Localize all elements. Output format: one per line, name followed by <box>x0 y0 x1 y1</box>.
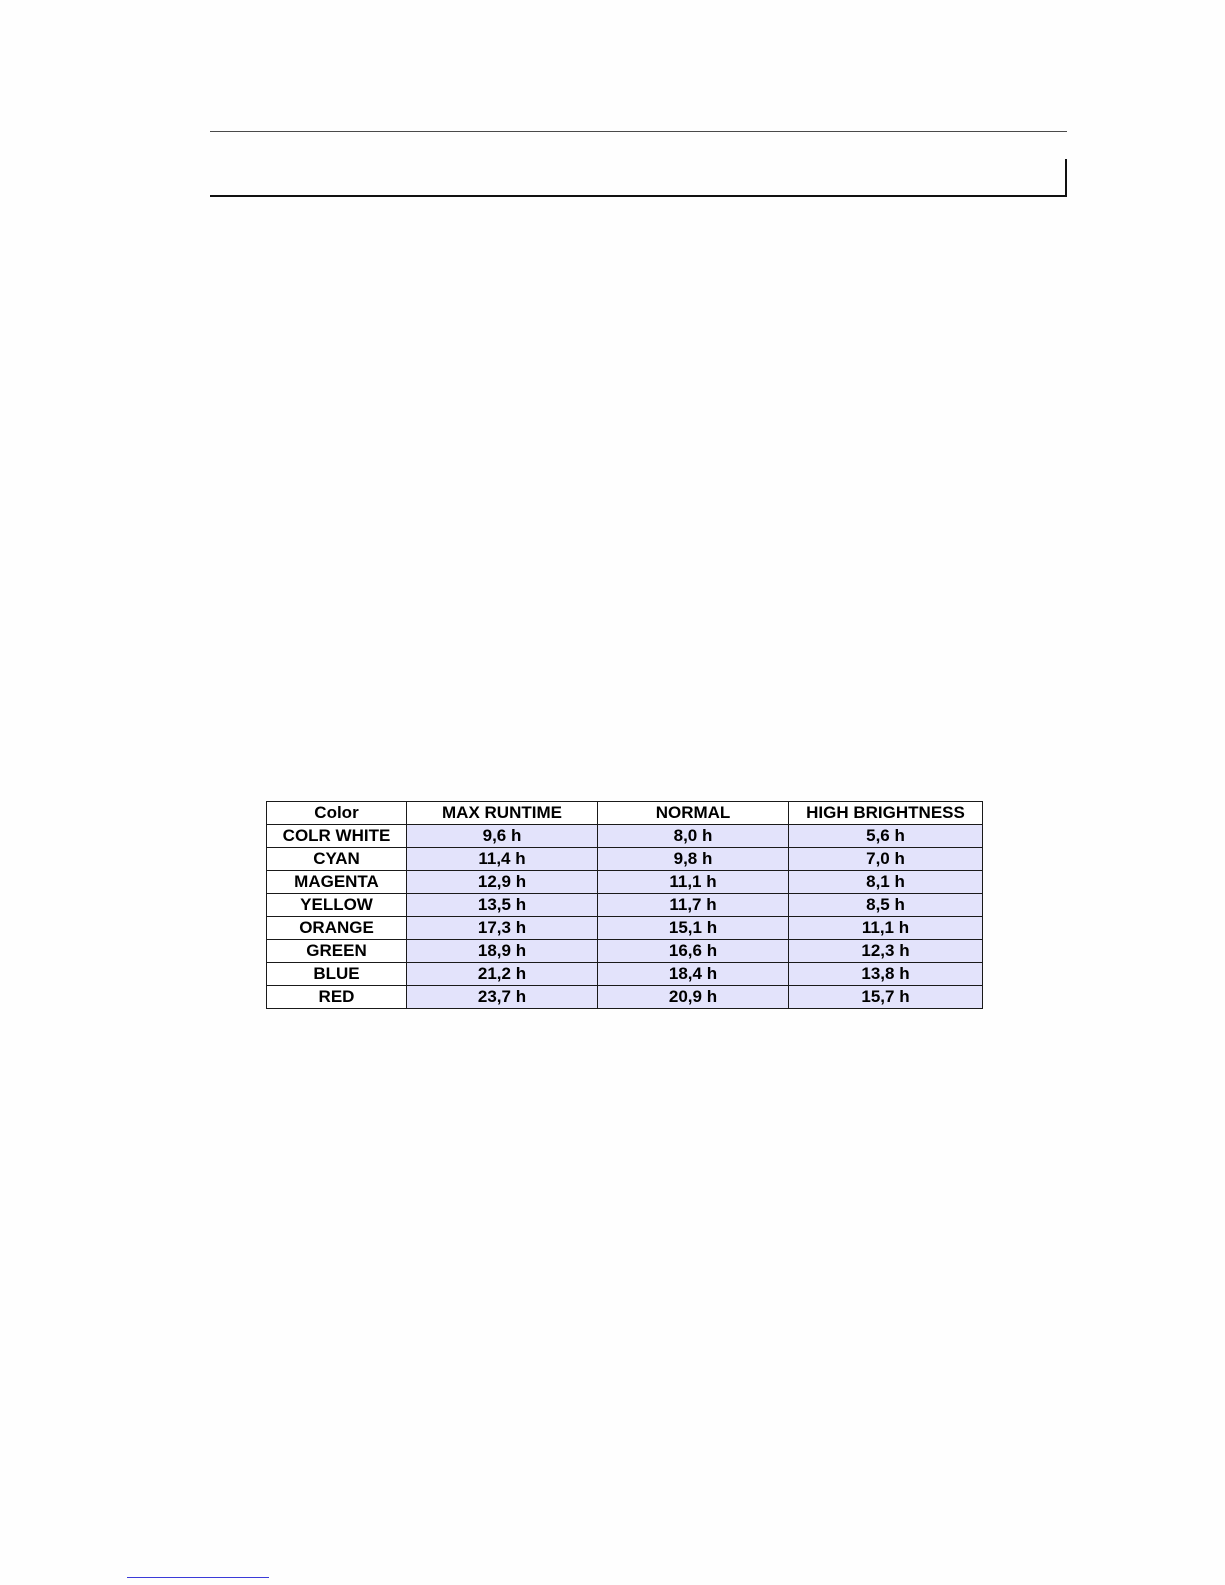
row-max-runtime: 11,4 h <box>407 848 598 871</box>
row-high-brightness: 15,7 h <box>789 986 983 1009</box>
row-high-brightness: 7,0 h <box>789 848 983 871</box>
row-color-label: RED <box>267 986 407 1009</box>
row-normal: 15,1 h <box>598 917 789 940</box>
runtime-table <box>266 801 983 1009</box>
row-high-brightness: 11,1 h <box>789 917 983 940</box>
table-row <box>267 894 983 917</box>
table-row <box>267 871 983 894</box>
row-max-runtime: 17,3 h <box>407 917 598 940</box>
header-top-rule <box>210 131 1067 132</box>
row-color-label: BLUE <box>267 963 407 986</box>
row-high-brightness: 12,3 h <box>789 940 983 963</box>
row-max-runtime: 12,9 h <box>407 871 598 894</box>
row-max-runtime: 9,6 h <box>407 825 598 848</box>
row-high-brightness: 5,6 h <box>789 825 983 848</box>
row-color-label: ORANGE <box>267 917 407 940</box>
row-color-label: CYAN <box>267 848 407 871</box>
row-high-brightness: 8,5 h <box>789 894 983 917</box>
row-color-label: GREEN <box>267 940 407 963</box>
row-color-label: COLR WHITE <box>267 825 407 848</box>
header-high-brightness: HIGH BRIGHTNESS <box>789 802 983 825</box>
row-color-label: MAGENTA <box>267 871 407 894</box>
header-box-bottom-rule <box>210 195 1067 197</box>
row-max-runtime: 13,5 h <box>407 894 598 917</box>
row-color-label: YELLOW <box>267 894 407 917</box>
row-max-runtime: 21,2 h <box>407 963 598 986</box>
table-row <box>267 963 983 986</box>
row-max-runtime: 18,9 h <box>407 940 598 963</box>
table-header-row <box>267 802 983 825</box>
row-normal: 8,0 h <box>598 825 789 848</box>
header-box-right-edge <box>1065 159 1067 196</box>
row-max-runtime: 23,7 h <box>407 986 598 1009</box>
row-normal: 20,9 h <box>598 986 789 1009</box>
table-row <box>267 986 983 1009</box>
table-row <box>267 848 983 871</box>
header-max-runtime: MAX RUNTIME <box>407 802 598 825</box>
header-normal: NORMAL <box>598 802 789 825</box>
footnote-link-rule <box>127 1577 269 1578</box>
row-normal: 16,6 h <box>598 940 789 963</box>
row-high-brightness: 13,8 h <box>789 963 983 986</box>
table-row <box>267 940 983 963</box>
row-normal: 9,8 h <box>598 848 789 871</box>
row-normal: 11,1 h <box>598 871 789 894</box>
table-row <box>267 917 983 940</box>
header-color: Color <box>267 802 407 825</box>
table-row <box>267 825 983 848</box>
row-normal: 11,7 h <box>598 894 789 917</box>
row-high-brightness: 8,1 h <box>789 871 983 894</box>
row-normal: 18,4 h <box>598 963 789 986</box>
